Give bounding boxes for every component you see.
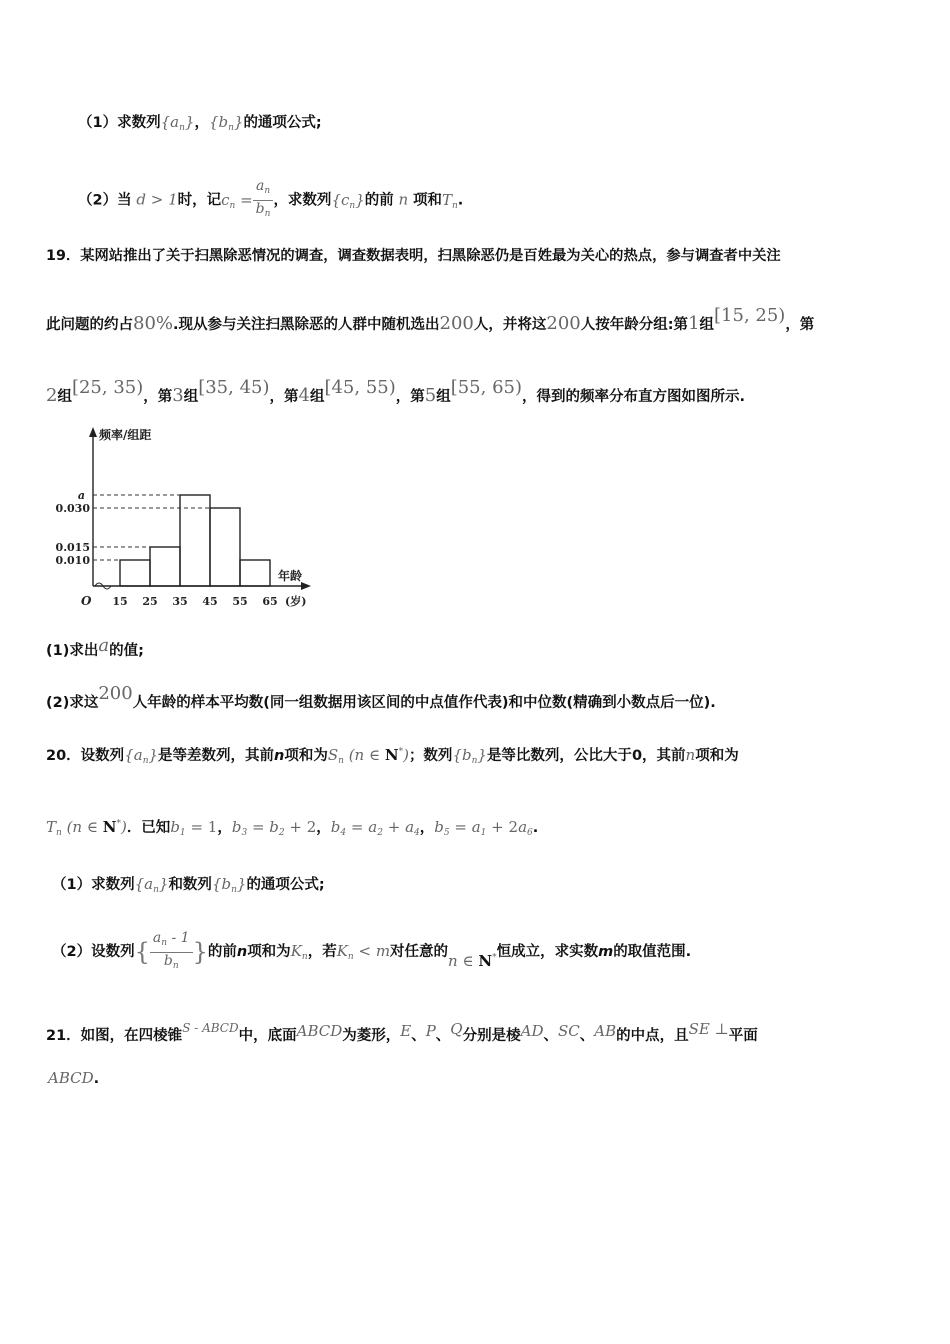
y-tick-label: 0.030	[55, 502, 90, 515]
q19-line1: 19．某网站推出了关于扫黑除恶情况的调查，调查数据表明，扫黑除恶仍是百姓最为关心的热点，参与调查者中关注	[46, 248, 781, 264]
q20-line1: 20．设数列$\{a_n\}$是等差数列，其前n项和为$S_n$ (n ∈ N*)；数列$\{b_n\}$是等比数列，公比大于0，其前n项和为	[46, 746, 739, 766]
fraction-an-bn: $\frac{a_n}{b_n}$	[253, 178, 274, 223]
q19-q1: (1)求出a的值;	[46, 635, 144, 659]
origin-label: O	[81, 594, 92, 608]
frequency-histogram	[46, 423, 316, 613]
q21-line2: ABCD.	[48, 1069, 100, 1087]
x-tick-label: 55	[232, 595, 248, 608]
q20-part2: （2）设数列{ $\frac{a_n - 1}{b_n}$ }的前n项和为$K_n$，若$K_n < m$对任意的n ∈ N*恒成立，求实数m的取值范围.	[52, 928, 691, 984]
x-axis-unit: (岁)	[285, 595, 307, 608]
interval-5: [55, 65)	[450, 377, 522, 398]
q19-line2: 此问题的约占80%.现从参与关注扫黑除恶的人群中随机选出200人，并将这200人按年龄分组:第1组[15, 25)，第	[46, 305, 815, 334]
histogram-bar	[210, 508, 240, 586]
y-axis-arrow	[89, 427, 97, 437]
T-n: $T_n$	[441, 190, 458, 211]
c-n: $c_n$ =	[221, 190, 253, 211]
seq-a-n: $\{a_n\}$	[160, 113, 195, 133]
cond-d: d > 1	[131, 190, 178, 209]
q19-line3: 2组[25, 35)，第3组[35, 45)，第4组[45, 55)，第5组[55, 65)，得到的频率分布直方图如图所示.	[46, 377, 746, 406]
interval-3: [35, 45)	[198, 377, 270, 398]
histogram-bar	[180, 495, 210, 586]
interval-2: [25, 35)	[71, 377, 144, 398]
interval-1: [15, 25)	[714, 305, 786, 326]
S-n: $S_n$ (n ∈ N*)	[327, 746, 409, 766]
q19-q2: (2)求这200人年龄的样本平均数(同一组数据用该区间的中点值作代表)和中位数(精确到小数点后一位).	[46, 683, 716, 711]
y-tick-label: a	[77, 489, 85, 502]
y-axis-label: 频率/组距	[99, 428, 152, 442]
y-tick-label: 0.015	[55, 541, 90, 554]
seq-b-n: $\{b_n\}$	[208, 113, 244, 133]
x-tick-label: 45	[202, 595, 218, 608]
x-tick-label: 25	[142, 595, 158, 608]
histogram-bar	[240, 560, 270, 586]
T-n-def: $T_n$ (n ∈ N*)	[46, 818, 127, 838]
q20-part1: （1）求数列$\{a_n\}$和数列$\{b_n\}$的通项公式;	[52, 875, 325, 895]
interval-4: [45, 55)	[324, 377, 396, 398]
x-axis-label: 年龄	[278, 569, 303, 583]
x-tick-label: 35	[172, 595, 188, 608]
q21-line1: 21．如图，在四棱锥$^{S - ABCD}$中，底面ABCD为菱形，E、P、Q分别是棱AD、SC、AB的中点，且SE ⊥平面	[46, 1020, 758, 1044]
q18-part2: （2）当 d > 1时，记$c_n$ = $\frac{a_n}{b_n}$ ，求数列$\{c_n\}$的前 n 项和$T_n$.	[78, 178, 463, 225]
fraction-an-1-bn: $\frac{a_n - 1}{b_n}$	[150, 930, 193, 975]
x-tick-label: 65	[262, 595, 278, 608]
y-tick-label: 0.010	[55, 554, 90, 567]
K-n: $K_n$	[290, 942, 308, 962]
seq-c-n: $\{c_n\}$	[331, 190, 365, 211]
histogram-bar	[120, 560, 150, 586]
histogram-bar	[150, 547, 180, 586]
x-tick-label: 15	[112, 595, 128, 608]
q20-line2: $T_n$ (n ∈ N*)．已知$b_1 = 1$，$b_3 = b_2 + 2$，$b_4 = a_2 + a_4$，$b_5 = a_1 + 2a_6$.	[46, 818, 539, 838]
q18-part1: （1）求数列$\{a_n\}$，$\{b_n\}$的通项公式;	[78, 113, 322, 133]
x-axis-arrow	[301, 582, 311, 590]
